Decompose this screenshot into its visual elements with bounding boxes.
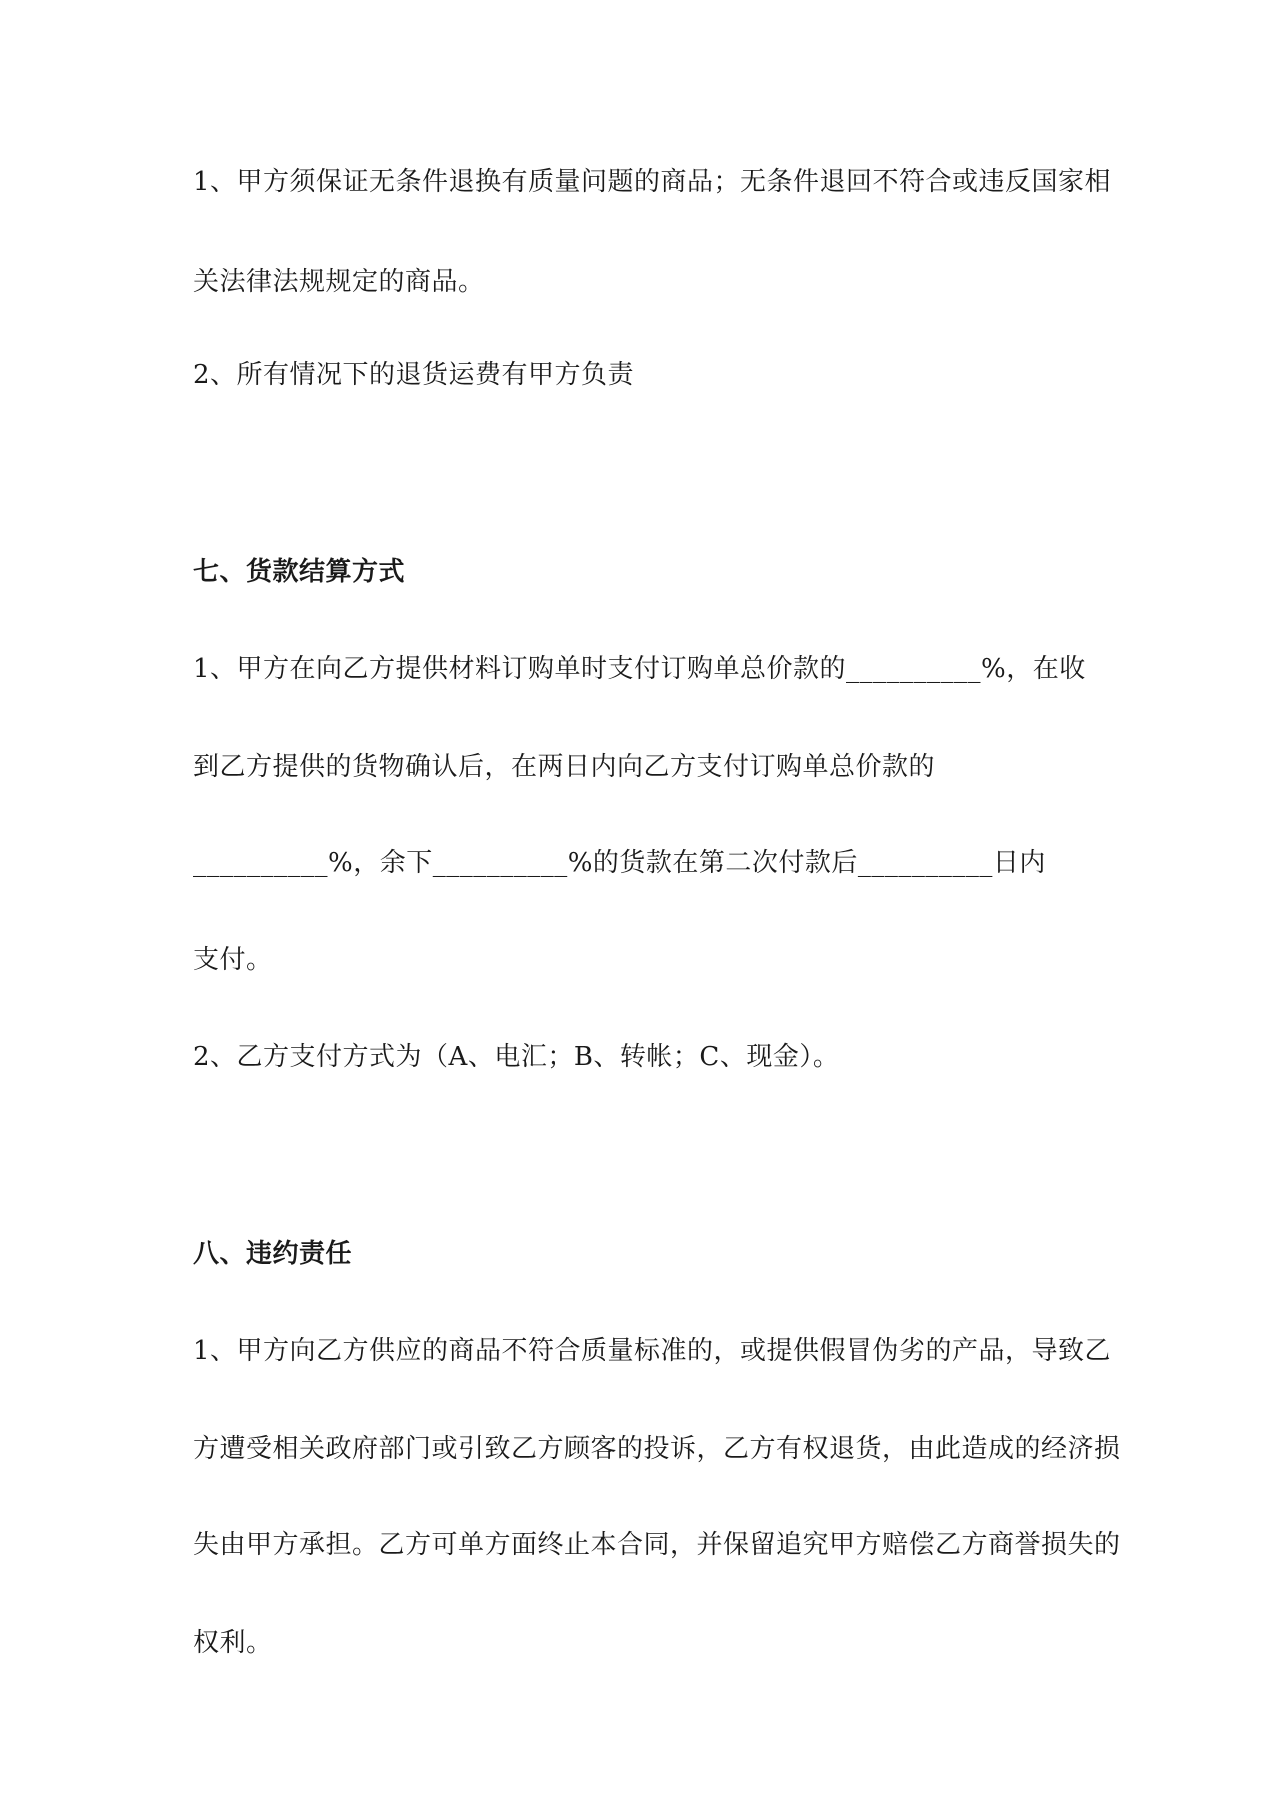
clause-8-item-1-line-2: 方遭受相关政府部门或引致乙方顾客的投诉，乙方有权退货，由此造成的经济损: [193, 1434, 1121, 1464]
clause-8-item-1-line-3: 失由甲方承担。乙方可单方面终止本合同，并保留追究甲方赔偿乙方商誉损失的: [193, 1530, 1121, 1560]
clause-8-item-1-line-1: 1、甲方向乙方供应的商品不符合质量标准的，或提供假冒伪劣的产品，导致乙: [193, 1336, 1112, 1366]
section-heading-8: 八、违约责任: [193, 1239, 353, 1269]
clause-7-item-1-line-3: __________%，余下__________%的货款在第二次付款后__________日内: [193, 848, 1046, 878]
clause-7-item-1-line-2: 到乙方提供的货物确认后，在两日内向乙方支付订购单总价款的: [193, 752, 936, 782]
clause-8-item-1-line-4: 权利。: [193, 1628, 273, 1658]
clause-7-item-1-line-4: 支付。: [193, 945, 273, 975]
clause-6-item-2: 2、所有情况下的退货运费有甲方负责: [193, 360, 635, 390]
section-heading-7: 七、货款结算方式: [193, 557, 406, 587]
clause-7-item-1-line-1: 1、甲方在向乙方提供材料订购单时支付订购单总价款的__________%，在收: [193, 654, 1086, 684]
clause-6-item-1-line-1: 1、甲方须保证无条件退换有质量问题的商品；无条件退回不符合或违反国家相: [193, 167, 1112, 197]
clause-7-item-2: 2、乙方支付方式为（A、电汇；B、转帐；C、现金）。: [193, 1042, 840, 1072]
clause-6-item-1-line-2: 关法律法规规定的商品。: [193, 267, 485, 297]
